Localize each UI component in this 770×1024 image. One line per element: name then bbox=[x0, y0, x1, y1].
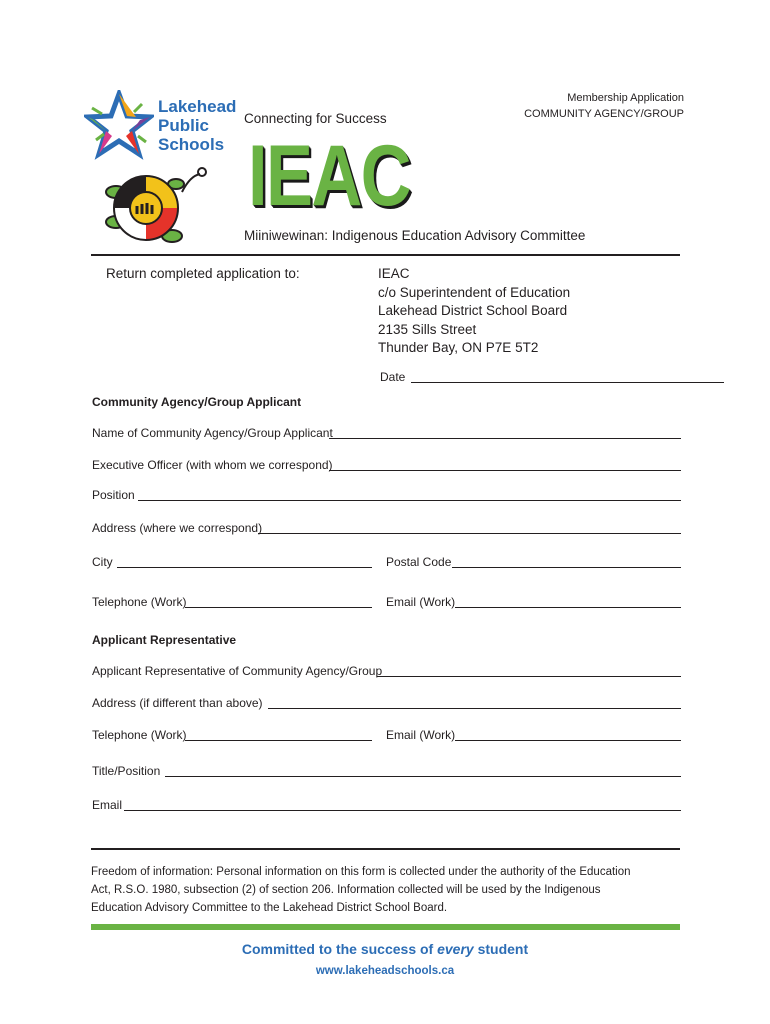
foi-line: Act, R.S.O. 1980, subsection (2) of section 206. Information collected will be used by the Indigenous bbox=[91, 884, 601, 896]
footer-divider bbox=[91, 848, 680, 850]
logo-text-line3: Schools bbox=[158, 135, 225, 154]
applicant-name-label: Name of Community Agency/Group Applicant bbox=[92, 426, 333, 440]
logo-text-line1: Lakehead bbox=[158, 97, 237, 116]
membership-subtitle: COMMUNITY AGENCY/GROUP bbox=[524, 108, 684, 120]
applicant-heading: Community Agency/Group Applicant bbox=[92, 395, 302, 409]
date-label: Date bbox=[380, 370, 406, 384]
ieac-acronym: IEAC bbox=[248, 128, 410, 224]
address-line: 2135 Sills Street bbox=[378, 321, 477, 337]
committee-name: Miiniwewinan: Indigenous Education Advisory Committee bbox=[244, 228, 586, 243]
email-work-label: Email (Work) bbox=[386, 595, 456, 609]
exec-officer-field[interactable] bbox=[329, 470, 681, 471]
header-divider bbox=[91, 254, 680, 256]
foi-notice bbox=[91, 863, 631, 917]
address-field[interactable] bbox=[258, 533, 681, 534]
rep-email-field[interactable] bbox=[124, 810, 681, 811]
address-label: Address (where we correspond) bbox=[92, 521, 263, 535]
star-logo-icon bbox=[84, 90, 154, 160]
address-line: Lakehead District School Board bbox=[378, 303, 568, 318]
return-address bbox=[378, 265, 570, 358]
rep-telephone-label: Telephone (Work) bbox=[92, 728, 187, 742]
city-label: City bbox=[92, 555, 113, 569]
postal-code-field[interactable] bbox=[452, 567, 681, 568]
rep-address-field[interactable] bbox=[268, 708, 681, 709]
website-link[interactable]: www.lakeheadschools.ca bbox=[315, 965, 455, 977]
position-label: Position bbox=[92, 488, 135, 502]
telephone-field[interactable] bbox=[185, 607, 372, 608]
exec-officer-label: Executive Officer (with whom we correspond) bbox=[92, 458, 333, 472]
foi-line: Freedom of information: Personal information on this form is collected under the authority of the Education bbox=[91, 866, 631, 878]
email-work-field[interactable] bbox=[455, 607, 681, 608]
rep-telephone-field[interactable] bbox=[185, 740, 372, 741]
rep-email-work-label: Email (Work) bbox=[386, 728, 456, 742]
tagline-em: every bbox=[437, 941, 474, 957]
position-field[interactable] bbox=[138, 500, 681, 501]
applicant-name-field[interactable] bbox=[329, 438, 681, 439]
title-position-field[interactable] bbox=[165, 776, 681, 777]
rep-email-label: Email bbox=[92, 798, 123, 812]
address-line: IEAC bbox=[378, 266, 410, 281]
postal-code-label: Postal Code bbox=[386, 555, 452, 569]
representative-heading: Applicant Representative bbox=[92, 633, 237, 647]
school-logo bbox=[84, 90, 154, 160]
rep-email-work-field[interactable] bbox=[455, 740, 681, 741]
address-line: c/o Superintendent of Education bbox=[378, 284, 571, 300]
city-field[interactable] bbox=[117, 567, 372, 568]
telephone-label: Telephone (Work) bbox=[92, 595, 187, 609]
slogan: Connecting for Success bbox=[244, 111, 387, 126]
rep-address-label: Address (if different than above) bbox=[92, 696, 263, 710]
foi-line: Education Advisory Committee to the Lakehead District School Board. bbox=[91, 902, 448, 914]
turtle-medicine-wheel-icon bbox=[104, 162, 214, 248]
address-line: Thunder Bay, ON P7E 5T2 bbox=[378, 340, 539, 355]
tagline-post: student bbox=[473, 941, 529, 957]
green-rule bbox=[91, 924, 680, 930]
turtle-emblem bbox=[104, 162, 214, 248]
title-position-label: Title/Position bbox=[92, 764, 161, 778]
tagline bbox=[0, 941, 770, 957]
return-label: Return completed application to: bbox=[106, 266, 300, 281]
rep-name-field[interactable] bbox=[377, 676, 681, 677]
membership-title: Membership Application bbox=[567, 92, 684, 104]
logo-text-line2: Public bbox=[158, 116, 210, 135]
tagline-pre: Committed to the success of bbox=[241, 941, 438, 957]
date-field[interactable] bbox=[411, 382, 724, 383]
rep-name-label: Applicant Representative of Community Agency/Group bbox=[92, 664, 383, 678]
